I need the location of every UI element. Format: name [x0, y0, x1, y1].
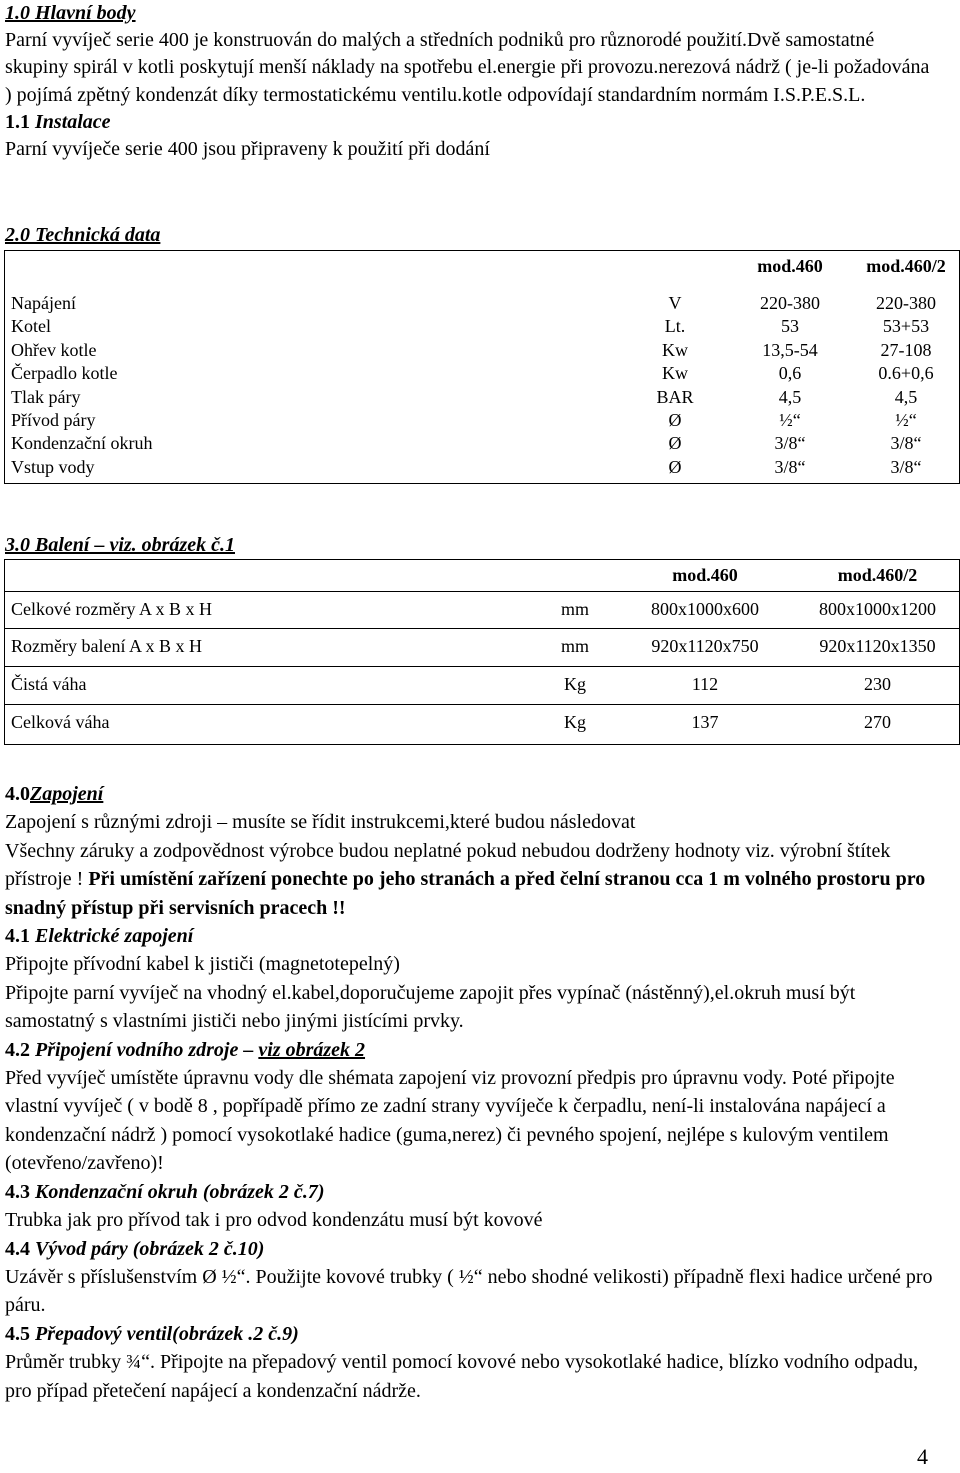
value-mod460-2: 3/8“	[890, 433, 922, 454]
paragraph-installation: Parní vyvíječe serie 400 jsou připraveny k použití při dodání	[5, 137, 490, 160]
paragraph-electrical-2: Připojte parní vyvíječ na vhodný el.kabel,doporučujeme zapojit přes vypínač (nástěnný),el.okruh musí být samostatný s vlastními jističi nebo jinými jistícími prvky.	[5, 981, 856, 1033]
value-mod460: 4,5	[778, 386, 802, 407]
row-label: Přívod páry	[11, 409, 96, 430]
value-mod460: 53	[781, 316, 799, 337]
paragraph-connection-sources: Zapojení s různými zdroji – musíte se řídit instrukcemi,které budou následovat	[5, 811, 636, 834]
row-label: Čistá váha	[11, 674, 87, 694]
clearance-warning: Při umístění zařízení ponechte po jeho stranách a před čelní stranou cca 1 m volného prostoru pro snadný přístup při servisních pracech !!	[5, 868, 926, 919]
subsection-title: Kondenzační okruh (obrázek 2 č.7)	[35, 1180, 325, 1203]
paragraph-overflow-valve: Průměr trubky ¾“. Připojte na přepadový ventil pomocí kovové nebo vysokotlaké hadice, blízko vodního odpadu, pro případ přetečení napájecí a kondenzační nádrže.	[5, 1351, 919, 1402]
section-title-main-points: 1.0 Hlavní body	[5, 2, 136, 24]
row-unit: Lt.	[664, 316, 686, 337]
value-mod460: 3/8“	[774, 433, 806, 454]
row-unit: Ø	[668, 409, 682, 430]
value-mod460-2: ½“	[895, 409, 917, 430]
paragraph-warranty	[5, 837, 940, 922]
table-row	[5, 628, 959, 666]
section-title-connection	[5, 780, 940, 808]
row-label: Kondenzační okruh	[11, 433, 153, 454]
subsection-number: 4.2	[5, 1038, 30, 1061]
row-label: Čerpadlo kotle	[11, 363, 118, 384]
row-unit: mm	[560, 599, 589, 619]
section-main-points	[5, 0, 940, 163]
row-label: Celkové rozměry A x B x H	[11, 599, 212, 619]
technical-data-table	[4, 250, 960, 484]
value-mod460: ½“	[779, 409, 801, 430]
value-mod460-2: 220-380	[876, 293, 936, 313]
value-mod460-2: 53+53	[882, 316, 930, 337]
section-title: Zapojení	[30, 783, 104, 805]
subsection-overflow-valve-heading	[5, 1320, 940, 1348]
subsection-number: 1.1	[5, 110, 30, 133]
table-row	[5, 362, 959, 385]
row-label: Rozměry balení A x B x H	[11, 636, 202, 656]
figure-reference: viz obrázek 2	[258, 1038, 366, 1061]
row-label: Vstup vody	[11, 456, 95, 477]
table-row	[5, 292, 959, 315]
warranty-text: Všechny záruky a zodpovědnost výrobce budou neplatné pokud nebudou dodrženy hodnoty viz. výrobní štítek přístroje !	[5, 839, 891, 891]
column-header-mod460-2: mod.460/2	[837, 565, 918, 585]
subsection-title: Přepadový ventil(obrázek .2 č.9)	[35, 1322, 299, 1345]
value-mod460: 0,6	[778, 363, 802, 384]
table-row	[5, 386, 959, 409]
packaging-table	[4, 559, 960, 745]
row-unit: mm	[560, 636, 589, 656]
section-number: 4.0	[5, 783, 30, 805]
value-mod460-2: 920x1120x1350	[819, 636, 936, 656]
subsection-number: 4.3	[5, 1180, 30, 1203]
row-unit: Ø	[668, 433, 682, 454]
paragraph-steam-outlet: Uzávěr s příslušenstvím Ø ½“. Použijte kovové trubky ( ½“ nebo shodné velikosti) případně flexi hadice určené pro páru.	[5, 1265, 933, 1317]
subsection-condensate-heading	[5, 1178, 940, 1206]
paragraph-condensate: Trubka jak pro přívod tak i pro odvod kondenzátu musí být kovové	[5, 1209, 543, 1232]
value-mod460: 112	[691, 674, 719, 694]
subsection-steam-outlet-heading	[5, 1235, 940, 1263]
section-title-packaging: 3.0 Balení – viz. obrázek č.1	[5, 534, 235, 556]
table-row	[5, 591, 959, 629]
row-label: Napájení	[11, 293, 76, 313]
page-number: 4	[917, 1444, 928, 1469]
table-row	[5, 432, 959, 455]
value-mod460-2: 230	[864, 674, 891, 694]
value-mod460-2: 270	[864, 712, 891, 732]
row-unit: Kg	[564, 712, 586, 732]
subsection-number: 4.4	[5, 1237, 30, 1260]
column-header-mod460: mod.460	[757, 256, 823, 276]
row-unit: Kw	[662, 363, 688, 384]
row-unit: Kw	[662, 339, 688, 360]
value-mod460-2: 4,5	[894, 386, 918, 407]
table-row	[5, 666, 959, 704]
value-mod460: 800x1000x600	[651, 599, 759, 619]
value-mod460: 220-380	[760, 293, 820, 313]
subsection-water-heading	[5, 1036, 940, 1064]
subsection-electrical-heading	[5, 922, 940, 950]
row-unit: V	[668, 293, 682, 313]
value-mod460: 3/8“	[774, 456, 806, 477]
paragraph-intro: Parní vyvíječ serie 400 je konstruován do malých a středních podniků pro různorodé použití.Dvě samostatné skupiny spirál v kotli poskytují menší náklady na spotřebu el.energie při provozu.nerezová nádrž ( je-li požadována ) pojímá zpětný kondenzát díky termostatickému ventilu.kotle odpovídají standardním normám I.S.P.E.S.L.	[5, 29, 930, 106]
row-label: Celková váha	[11, 712, 110, 732]
row-label: Ohřev kotle	[11, 339, 97, 360]
table-row	[5, 339, 959, 362]
value-mod460: 13,5-54	[762, 339, 818, 360]
subsection-number: 4.5	[5, 1322, 30, 1345]
section-connection	[5, 780, 940, 1405]
value-mod460-2: 800x1000x1200	[819, 599, 936, 619]
value-mod460: 137	[691, 712, 719, 732]
value-mod460-2: 3/8“	[890, 456, 922, 477]
row-label: Tlak páry	[11, 386, 81, 407]
table-row	[5, 409, 959, 432]
subsection-title: Vývod páry (obrázek 2 č.10)	[35, 1237, 265, 1260]
subsection-number: 4.1	[5, 925, 30, 948]
table-row	[5, 456, 959, 479]
paragraph-water: Před vyvíječ umístěte úpravnu vody dle shémata zapojení viz provozní předpis pro úpravnu vody. Poté připojte vlastní vyvíječ ( v bodě 8 , popřípadě přímo ze zadní strany vyvíječe k čerpadlu, není-li instalována napájecí a kondenzační nádrž ) pomocí vysokotlaké hadice (guma,nerez) či pevného spojení, nejlépe s kulovým ventilem (otevřeno/zavřeno)!	[5, 1067, 895, 1175]
subsection-installation-heading	[5, 109, 940, 136]
table-row	[5, 704, 959, 742]
row-unit: Kg	[564, 674, 586, 694]
row-unit: BAR	[656, 386, 694, 407]
subsection-title: Instalace	[35, 110, 111, 133]
value-mod460-2: 0.6+0,6	[878, 363, 934, 384]
row-label: Kotel	[11, 316, 51, 337]
subsection-title: Elektrické zapojení	[35, 925, 194, 948]
subsection-title: Připojení vodního zdroje –	[35, 1038, 259, 1061]
row-unit: Ø	[668, 456, 682, 477]
technical-data-rows	[5, 292, 959, 479]
table-row	[5, 315, 959, 338]
section-title-technical-data: 2.0 Technická data	[5, 224, 161, 246]
column-header-mod460: mod.460	[672, 565, 738, 585]
value-mod460-2: 27-108	[880, 339, 932, 360]
column-header-mod460-2: mod.460/2	[866, 256, 946, 276]
value-mod460: 920x1120x750	[651, 636, 759, 656]
paragraph-electrical-1: Připojte přívodní kabel k jističi (magnetotepelný)	[5, 953, 400, 976]
